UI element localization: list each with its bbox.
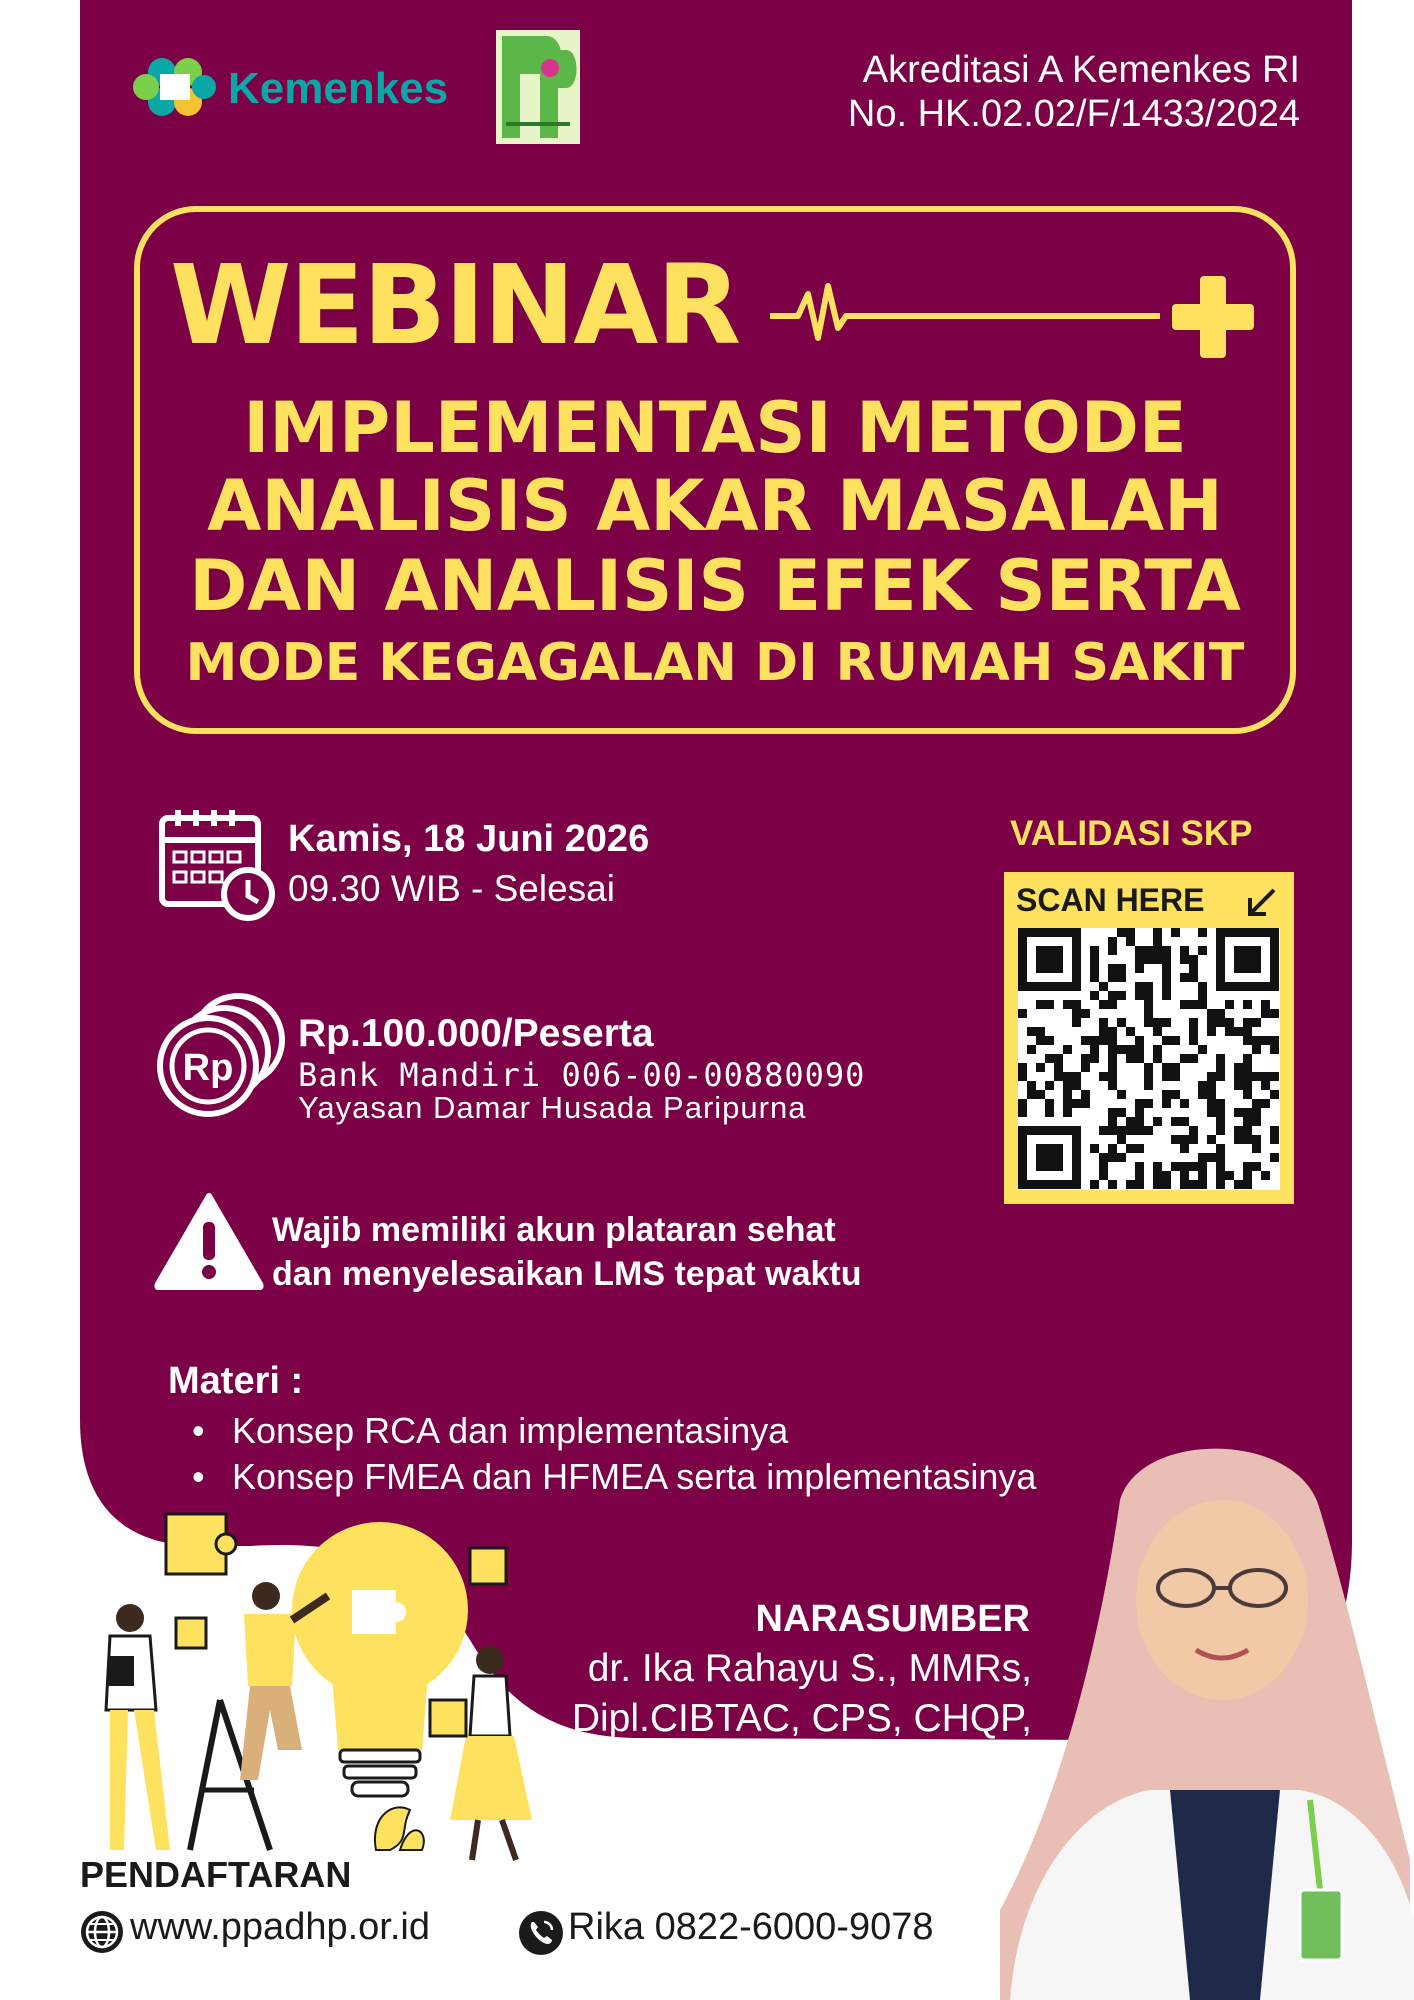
speaker-photo [1000, 1440, 1414, 2000]
qr-code-image [1018, 928, 1280, 1190]
accreditation-line1: Akreditasi A Kemenkes RI [862, 49, 1300, 91]
qr-code[interactable] [1018, 928, 1280, 1190]
kemenkes-logo-icon [132, 52, 218, 122]
partner-logo [496, 30, 580, 144]
speaker-name-line-1: dr. Ika Rahayu S., MMRs, [587, 1647, 1032, 1690]
registration-label: PENDAFTARAN [80, 1854, 352, 1895]
notice-text [272, 1208, 862, 1296]
speaker-name-line-3: CRM, FISQua [787, 1747, 1032, 1790]
materi-item: • Konsep FMEA dan HFMEA serta implementasinya [192, 1456, 1037, 1497]
materi-item-text: Konsep RCA dan implementasinya [232, 1410, 789, 1451]
heartbeat-line-icon [770, 276, 1160, 356]
globe-icon [80, 1910, 124, 1954]
event-time: 09.30 WIB - Selesai [288, 868, 615, 909]
materi-item-text: Konsep FMEA dan HFMEA serta implementasinya [232, 1456, 1037, 1497]
notice-line-1: Wajib memiliki akun plataran sehat [272, 1211, 836, 1249]
partner-logo-icon [496, 30, 580, 144]
plus-icon [1172, 276, 1254, 358]
arrow-down-left-icon [1244, 886, 1278, 920]
title-line-1: IMPLEMENTASI METODE [243, 387, 1187, 469]
calendar-clock-icon [156, 806, 276, 924]
speaker-label: NARASUMBER [755, 1598, 1030, 1640]
event-date: Kamis, 18 Juni 2026 [288, 818, 650, 860]
accreditation-line2: No. HK.02.02/F/1433/2024 [847, 93, 1300, 135]
warning-icon [154, 1192, 264, 1290]
speaker-name-line-2: Dipl.CIBTAC, CPS, CHQP, [571, 1697, 1032, 1740]
materi-label: Materi : [168, 1360, 304, 1402]
title-line-4: MODE KEGAGALAN DI RUMAH SAKIT [185, 633, 1245, 693]
webinar-label: WEBINAR [170, 241, 740, 369]
phone-icon [518, 1910, 564, 1956]
scan-here-label: SCAN HERE [1016, 882, 1205, 918]
bank-account: Bank Mandiri 006-00-00880090 [298, 1056, 866, 1094]
accreditation-text [770, 48, 1300, 136]
coins-rupiah-icon [154, 990, 290, 1120]
kemenkes-logo-text: Kemenkes [228, 64, 449, 113]
price: Rp.100.000/Peserta [298, 1012, 654, 1055]
title-line-2: ANALISIS AKAR MASALAH [207, 465, 1223, 547]
notice-line-2: dan menyelesaikan LMS tepat waktu [272, 1255, 862, 1293]
rupiah-symbol: Rp [182, 1047, 234, 1089]
account-name: Yayasan Damar Husada Paripurna [298, 1090, 807, 1125]
title-line-3: DAN ANALISIS EFEK SERTA [189, 545, 1241, 627]
website-link[interactable]: www.ppadhp.or.id [130, 1906, 430, 1948]
validation-label: VALIDASI SKP [1010, 814, 1253, 853]
contact-phone[interactable]: Rika 0822-6000-9078 [568, 1906, 934, 1948]
materi-item: • Konsep RCA dan implementasinya [192, 1410, 789, 1451]
